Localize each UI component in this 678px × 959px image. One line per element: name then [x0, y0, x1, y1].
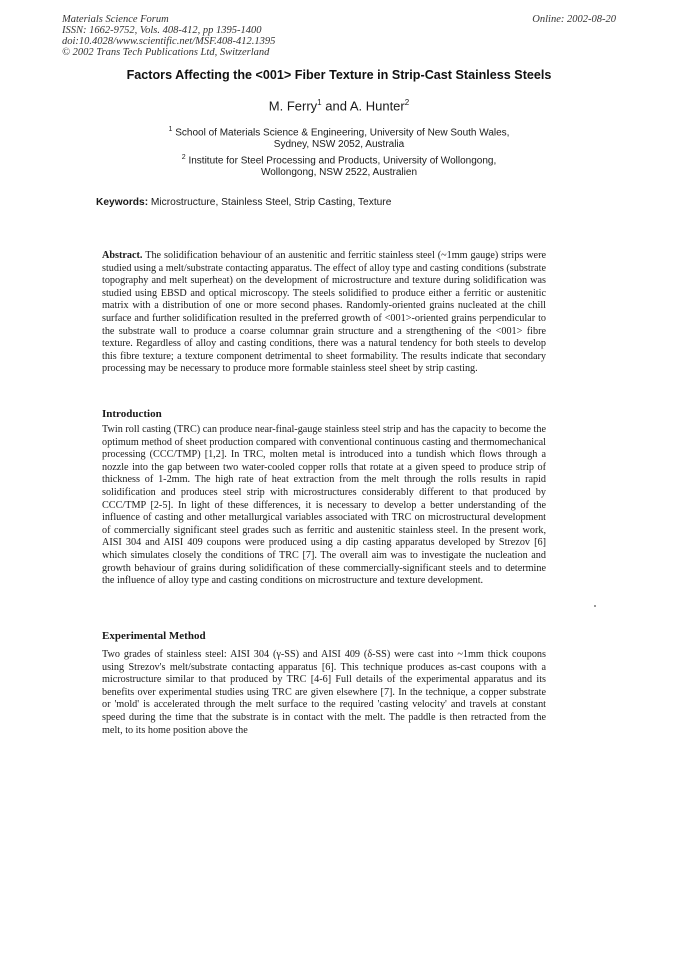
- affiliation-line: Institute for Steel Processing and Products, University of Wollongong,: [188, 155, 497, 167]
- doi-line: doi:10.4028/www.scientific.net/MSF.408-412.1395: [62, 36, 276, 47]
- affiliation-superscript: 1: [168, 126, 173, 133]
- author-superscript: 2: [404, 98, 410, 107]
- introduction-paragraph: Twin roll casting (TRC) can produce near-final-gauge stainless steel strip and has the capacity to become the optimum method of sheet production compared with conventional continuous casting and thermomechanical processing (CCC/TMP) [1,2]. In TRC, molten metal is introduced into a tundish which flows through a nozzle into the gap between two water-cooled copper rolls that rotate at a given speed to produce strip of thickness of 1-2mm. The high rate of heat extraction from the melt through the rolls results in rapid solidification and produces steel strip with microstructures considerably different to that produced by CCC/TMP [2-5]. In light of these differences, it is necessary to develop a better understanding of the influence of casting and other metallurgical variables associated with TRC on microstructural development of commercially significant steel grades such as ferritic and austenitic stainless steel. In the present work, AISI 304 and AISI 409 coupons were produced using a dip casting apparatus developed by Strezov [6] which simulates closely the conditions of TRC [7]. The overall aim was to investigate the nucleation and growth behaviour of grains during solidification of these commercially-significant steels and to determine the influence of alloy type and casting conditions on microstructure and texture development.: [102, 424, 546, 587]
- affiliation-line: School of Materials Science & Engineering, University of New South Wales,: [175, 127, 510, 139]
- journal-name: Materials Science Forum: [62, 14, 169, 25]
- affiliation-line: Wollongong, NSW 2522, Australien: [260, 167, 417, 179]
- author-name: A. Hunter: [349, 98, 405, 114]
- abstract-paragraph: [102, 250, 546, 376]
- affiliation-2: [100, 152, 578, 179]
- author-conjunction: and: [321, 98, 350, 114]
- abstract-text: The solidification behaviour of an austenitic and ferritic stainless steel (~1mm gauge) strips were studied using a melt/substrate contacting apparatus. The effect of alloy type and casting conditions (substrate topography and melt superheat) on the development of microstructure and texture during solidification was studied using EBSD and optical microscopy. The steels solidified to produce either a ferritic or austenitic matrix with a distribution of one or more second phases. Randomly-oriented grains nucleated at the chill surface and further solidification resulted in the preferred growth of <001>-oriented grains perpendicular to the substrate wall to produce a coarse columnar grain structure and a strengthening of the <001> fibre texture. Regardless of alloy and casting conditions, there was a natural tendency for both steels to develop this fibre texture; a texture component detrimental to sheet formability. The results indicate that secondary processing may be necessary to produce more formable stainless steel sheet by strip casting.: [102, 250, 546, 375]
- keywords: [96, 197, 596, 208]
- section-heading-introduction: Introduction: [102, 408, 162, 420]
- affiliation-line: Sydney, NSW 2052, Australia: [273, 139, 405, 151]
- paper-title: Factors Affecting the <001> Fiber Texture in Strip-Cast Stainless Steels: [126, 68, 552, 82]
- online-date: Online: 2002-08-20: [532, 14, 616, 25]
- section-heading-experimental-method: Experimental Method: [102, 630, 206, 642]
- copyright-line: © 2002 Trans Tech Publications Ltd, Switzerland: [62, 47, 270, 58]
- abstract-label: Abstract.: [102, 250, 143, 261]
- scan-speck: [594, 605, 596, 607]
- author-superscript: 1: [317, 98, 322, 107]
- keywords-label: Keywords:: [96, 197, 149, 208]
- experimental-paragraph: Two grades of stainless steel: AISI 304 (γ-SS) and AISI 409 (δ-SS) were cast into ~1mm thick coupons using Strezov's melt/substrate contacting apparatus [6]. This technique produces as-cast coupons with a microstructure similar to that produced by TRC [4-6] Full details of the experimental apparatus and its benefits over experimental studies using TRC are given elsewhere [7]. In the technique, a copper substrate or 'mold' is accelerated through the melt surface to the required 'casting velocity' and travels at constant speed during the time that the substrate is in contact with the melt. The paddle is then retracted from the melt, to its home position above the: [102, 649, 546, 736]
- publication-info: [62, 14, 362, 58]
- affiliation-superscript: 2: [181, 154, 186, 161]
- keywords-text: Microstructure, Stainless Steel, Strip Casting, Texture: [148, 197, 392, 208]
- author-line: [40, 98, 638, 113]
- author-name: M. Ferry: [268, 98, 318, 114]
- issn-line: ISSN: 1662-9752, Vols. 408-412, pp 1395-1400: [62, 25, 262, 36]
- affiliation-1: [100, 124, 578, 151]
